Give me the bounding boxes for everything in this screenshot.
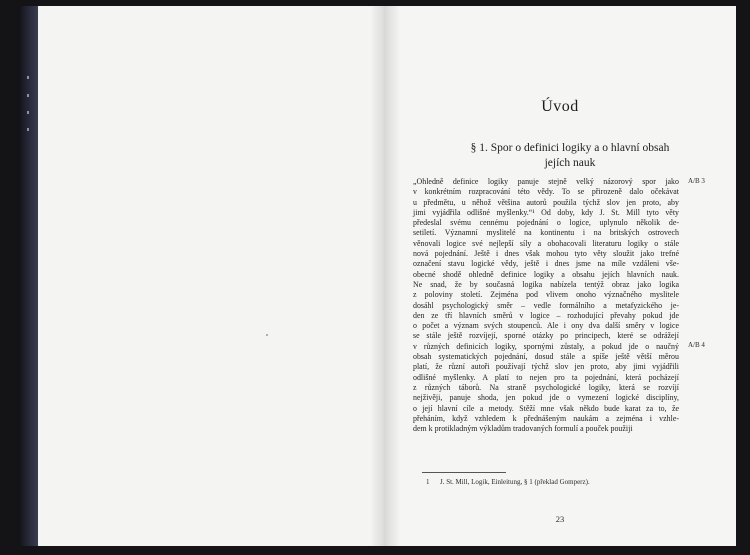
- body-line: odlišné myšlenky. A platí to nejen pro ta pojednání, která pocházejí: [413, 372, 679, 382]
- chapter-title: Úvod: [541, 98, 579, 115]
- book-binding: [18, 6, 38, 546]
- margin-reference: A/B 3: [688, 177, 705, 185]
- footnote-number: 1: [426, 478, 430, 486]
- section-title-line: jejích nauk: [544, 157, 596, 169]
- body-line: v konkrétním rozpracování této vědy. To se přirozeně dalo očekávat: [413, 187, 679, 197]
- gutter-shadow: [384, 6, 400, 546]
- footnote: [426, 478, 686, 486]
- binding-mark: [27, 111, 29, 114]
- body-line: „Ohledně definice logiky panuje stejně velký názorový spor jako: [413, 177, 679, 186]
- body-line: nová pojednání. Ještě i dnes však mohou tyto věty sloužit jako trefné: [413, 249, 679, 259]
- body-line: věnovali logice své nejlepší síly a obohacovali literaturu logiky o stále: [413, 238, 679, 248]
- body-line: dosáhl psychologický směr – vedle formálního a metafyzického je-: [413, 300, 679, 310]
- section-title: [404, 141, 736, 171]
- body-line: platí, že různí autoři používají týchž slov jen proto, aby jimi vyjádřili: [413, 362, 679, 372]
- body-line: obecné shodě ohledně definice logiky a obsahu jejích hlavních nauk.: [413, 269, 679, 279]
- footnote-rule: [422, 472, 506, 473]
- binding-mark: [27, 76, 29, 79]
- body-line: Ne snad, že by současná logika nabízela tentýž obraz jako logika: [413, 279, 679, 289]
- binding-mark: [27, 128, 29, 131]
- gutter-shadow: [370, 6, 384, 546]
- left-page: [38, 6, 384, 546]
- body-text: [413, 177, 679, 434]
- page-number: 23: [555, 514, 565, 524]
- binding-mark: [27, 94, 29, 97]
- body-line: o její hlavní cíle a metody. Stěží mne však někdo bude karat za to, že: [413, 403, 679, 413]
- body-line: jimi vyjádřila odlišné myšlenky.“¹ Od doby, kdy J. St. Mill tyto věty: [413, 207, 679, 217]
- body-line: obsah systematických pojednání, dosud stále a spíše ještě větší měrou: [413, 352, 679, 362]
- paper-speck: [266, 334, 268, 336]
- body-line: z poloviny století. Zejména pod vlivem onoho význačného myslitele: [413, 290, 679, 300]
- body-line: o počet a význam svých stoupenců. Ale i ony dva další směry v logice: [413, 321, 679, 331]
- right-page: [384, 6, 736, 546]
- body-line: v různých definicích logiky, spornými zůstaly, a pokud jde o naučný: [413, 341, 679, 351]
- body-line: přeháním, když vzhledem k přednášeným naukám a zejména i vzhle-: [413, 413, 679, 423]
- body-line: dem k protikladným výkladům tradovaných formulí a pouček použiji: [413, 424, 633, 434]
- body-line: u předmětu, u něhož většina autorů použila týchž slov jen proto, aby: [413, 197, 679, 207]
- body-line: den ze tří hlavních směrů v logice – rozhodující převahy pokud jde: [413, 310, 679, 320]
- body-line: nejživěji, panuje shoda, jen pokud jde o vymezení logické disciplíny,: [413, 393, 679, 403]
- body-line: setiletí. Významní myslitelé na kontinentu i na britských ostrovech: [413, 228, 679, 238]
- section-title-line: § 1. Spor o definici logiky a o hlavní obsah: [470, 142, 670, 154]
- body-line: označení stavu logické vědy, ještě i dnes jsme na míle vzdáleni vše-: [413, 259, 679, 269]
- margin-reference: A/B 4: [688, 341, 705, 349]
- footnote-text: J. St. Mill, Logik, Einleitung, § 1 (překlad Gomperz).: [440, 478, 590, 486]
- body-line: z různých táborů. Na straně psychologické logiky, která se rozvíjí: [413, 382, 679, 392]
- body-line: se stále ještě rozvíjejí, sporné otázky po principech, které se odrážejí: [413, 331, 679, 341]
- body-line: předeslal svému cennému pojednání o logice, uplynulo několik de-: [413, 218, 679, 228]
